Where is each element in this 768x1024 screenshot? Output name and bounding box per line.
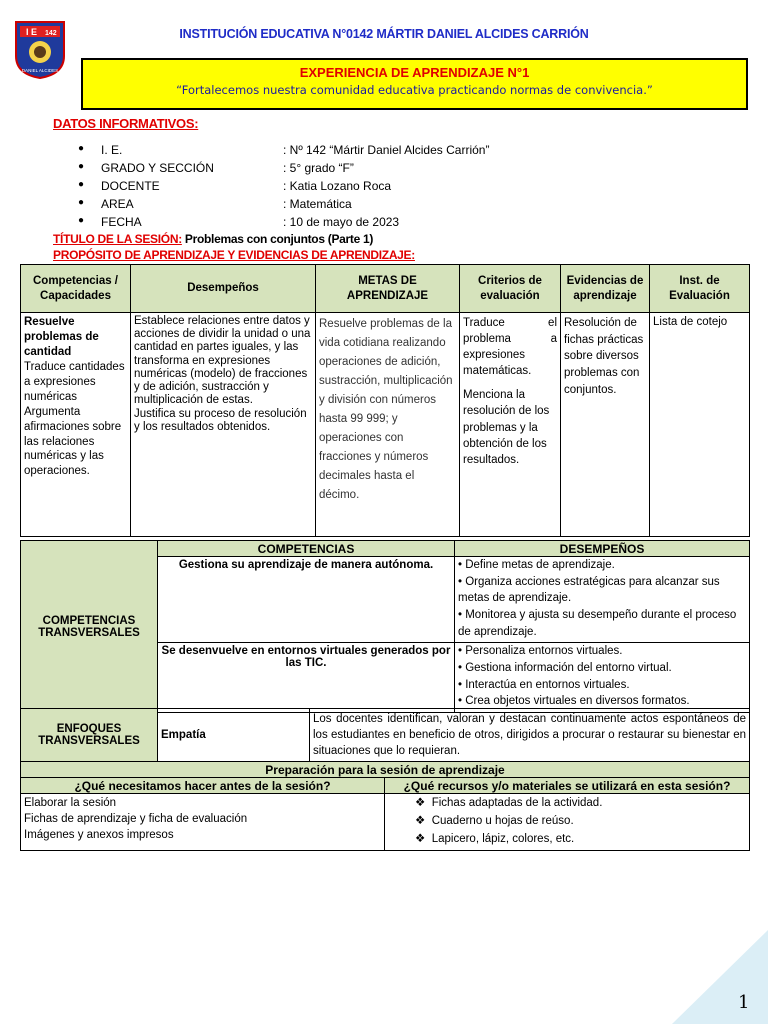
info-label: FECHA — [101, 215, 142, 229]
datos-heading: DATOS INFORMATIVOS: — [53, 116, 199, 131]
criterio-1: Traduce el problema a expresiones matemáticas. — [463, 317, 557, 378]
competencia-2: Se desenvuelve en entornos virtuales generados por las TIC. — [158, 643, 455, 713]
info-value: : 10 de mayo de 2023 — [283, 215, 400, 229]
info-label: DOCENTE — [101, 179, 160, 193]
info-value: : Katia Lozano Roca — [283, 179, 392, 193]
material-text: Cuaderno u hojas de reúso. — [431, 814, 574, 827]
logo-letters: I E — [26, 27, 38, 37]
enfoques-label: ENFOQUES TRANSVERSALES — [21, 709, 158, 762]
col-header: ¿Qué necesitamos hacer antes de la sesión? — [21, 778, 385, 794]
preparacion-table — [20, 761, 750, 851]
list-item — [415, 795, 746, 813]
before-list — [21, 794, 385, 851]
corner-decoration — [672, 930, 768, 1024]
competencia-title: Resuelve problemas de cantidad — [24, 316, 99, 358]
experience-subtitle: “Fortalecemos nuestra comunidad educativa practicando normas de convivencia.” — [176, 83, 653, 97]
list-item — [415, 813, 746, 831]
competencias-transversales-table — [20, 540, 750, 713]
col-header: Desempeños — [131, 265, 316, 313]
materials-list — [385, 794, 750, 851]
desempenos-text-2: Justifica su proceso de resolución y los resultados obtenidos. — [134, 407, 307, 433]
logo-number: 142 — [45, 30, 57, 37]
material-text: Lapicero, lápiz, colores, etc. — [431, 832, 575, 845]
desempeno-item: • Organiza acciones estratégicas para alcanzar sus metas de aprendizaje. — [458, 575, 720, 605]
side-label: COMPETENCIAS TRANSVERSALES — [21, 541, 158, 713]
info-value: : 5° grado “F” — [283, 161, 354, 175]
diamond-bullet-icon: ❖ — [415, 797, 426, 809]
enfoque-description: Los docentes identifican, valoran y destacan continuamente actos espontáneos de los estudiantes en beneficio de otros, dirigidos a procurar o restaurar su bienestar en situaciones que lo requieran. — [310, 709, 750, 762]
diamond-bullet-icon: ❖ — [415, 814, 426, 827]
col-header: COMPETENCIAS — [158, 541, 455, 557]
school-name: INSTITUCIÓN EDUCATIVA N°0142 MÁRTIR DANIEL ALCIDES CARRIÓN — [179, 27, 589, 41]
criterio-2: Menciona la resolución de los problemas y la obtención de los resultados. — [463, 389, 550, 466]
info-label: AREA — [101, 197, 134, 211]
info-label: I. E. — [101, 143, 123, 157]
desempeno-item: • Personaliza entornos virtuales. — [458, 645, 623, 658]
criterios-cell — [460, 313, 561, 537]
desempeno-item: • Define metas de aprendizaje. — [458, 559, 615, 571]
col-header: Evidencias de aprendizaje — [561, 265, 650, 313]
competencia-2-desempenos — [455, 643, 750, 713]
bullet-icon: ● — [78, 179, 85, 190]
evidencias-cell: Resolución de fichas prácticas sobre diversos problemas con conjuntos. — [561, 313, 650, 537]
page-number: 1 — [738, 992, 750, 1013]
col-header: METAS DE APRENDIZAJE — [316, 265, 460, 313]
bullet-icon: ● — [78, 161, 85, 172]
experience-title: EXPERIENCIA DE APRENDIZAJE N°1 — [299, 65, 530, 80]
competencia-1-desempenos — [455, 557, 750, 643]
info-value: : Nº 142 “Mártir Daniel Alcides Carrión” — [283, 143, 490, 157]
bullet-icon: ● — [78, 197, 85, 208]
enfoque-name: Empatía — [158, 709, 310, 762]
metas-cell: Resuelve problemas de la vida cotidiana realizando operaciones de adición, sustracción, multiplicación y división con números hasta 99 999; y operaciones con fracciones y números decimales hasta el décimo. — [316, 313, 460, 537]
list-item: Fichas de aprendizaje y ficha de evaluación — [24, 813, 248, 826]
list-item: Imágenes y anexos impresos — [24, 829, 174, 842]
desempenos-cell — [131, 313, 316, 537]
desempeno-item: • Gestiona información del entorno virtual. — [458, 662, 672, 675]
col-header: Inst. de Evaluación — [650, 265, 750, 313]
info-label: GRADO Y SECCIÓN — [101, 161, 214, 175]
competencia-cell — [21, 313, 131, 537]
competencia-capacidades: Traduce cantidades a expresiones numéricas Argumenta afirmaciones sobre las relaciones numéricas y las operaciones. — [24, 360, 125, 478]
session-title-label: TÍTULO DE LA SESIÓN: — [53, 232, 182, 246]
enfoques-table — [20, 708, 750, 762]
desempeno-item: • Interactúa en entornos virtuales. — [458, 678, 630, 691]
list-item: Elaborar la sesión — [24, 797, 117, 809]
list-item — [415, 831, 746, 849]
col-header: Competencias / Capacidades — [21, 265, 131, 313]
bullet-icon: ● — [78, 143, 85, 154]
col-header: DESEMPEÑOS — [455, 541, 750, 557]
session-title — [53, 232, 373, 246]
purpose-heading: PROPÓSITO DE APRENDIZAJE Y EVIDENCIAS DE APRENDIZAJE: — [53, 248, 415, 262]
col-header: Criterios de evaluación — [460, 265, 561, 313]
desempeno-item: • Crea objetos virtuales en diversos formatos. — [458, 695, 690, 708]
material-text: Fichas adaptadas de la actividad. — [431, 797, 603, 809]
logo-caption: DANIEL ALCIDES — [21, 68, 59, 73]
col-header: ¿Qué recursos y/o materiales se utilizará en esta sesión? — [385, 778, 750, 794]
competencia-1: Gestiona su aprendizaje de manera autónoma. — [158, 557, 455, 643]
diamond-bullet-icon: ❖ — [415, 832, 426, 845]
desempenos-text: Establece relaciones entre datos y acciones de dividir la unidad o una cantidad en partes iguales, y las transforma en expresiones numéricas (modelo) de fracciones y de adición, sustracción y multiplicación de estas. — [134, 315, 311, 407]
experience-title-box — [81, 58, 748, 110]
info-value: : Matemática — [283, 197, 352, 211]
instrumento-cell: Lista de cotejo — [650, 313, 750, 537]
learning-purpose-table — [20, 264, 750, 537]
preparacion-title: Preparación para la sesión de aprendizaje — [21, 762, 750, 778]
desempeno-item: • Monitorea y ajusta su desempeño durante el proceso de aprendizaje. — [458, 609, 737, 638]
session-title-value: Problemas con conjuntos (Parte 1) — [181, 232, 374, 246]
bullet-icon: ● — [78, 215, 85, 226]
